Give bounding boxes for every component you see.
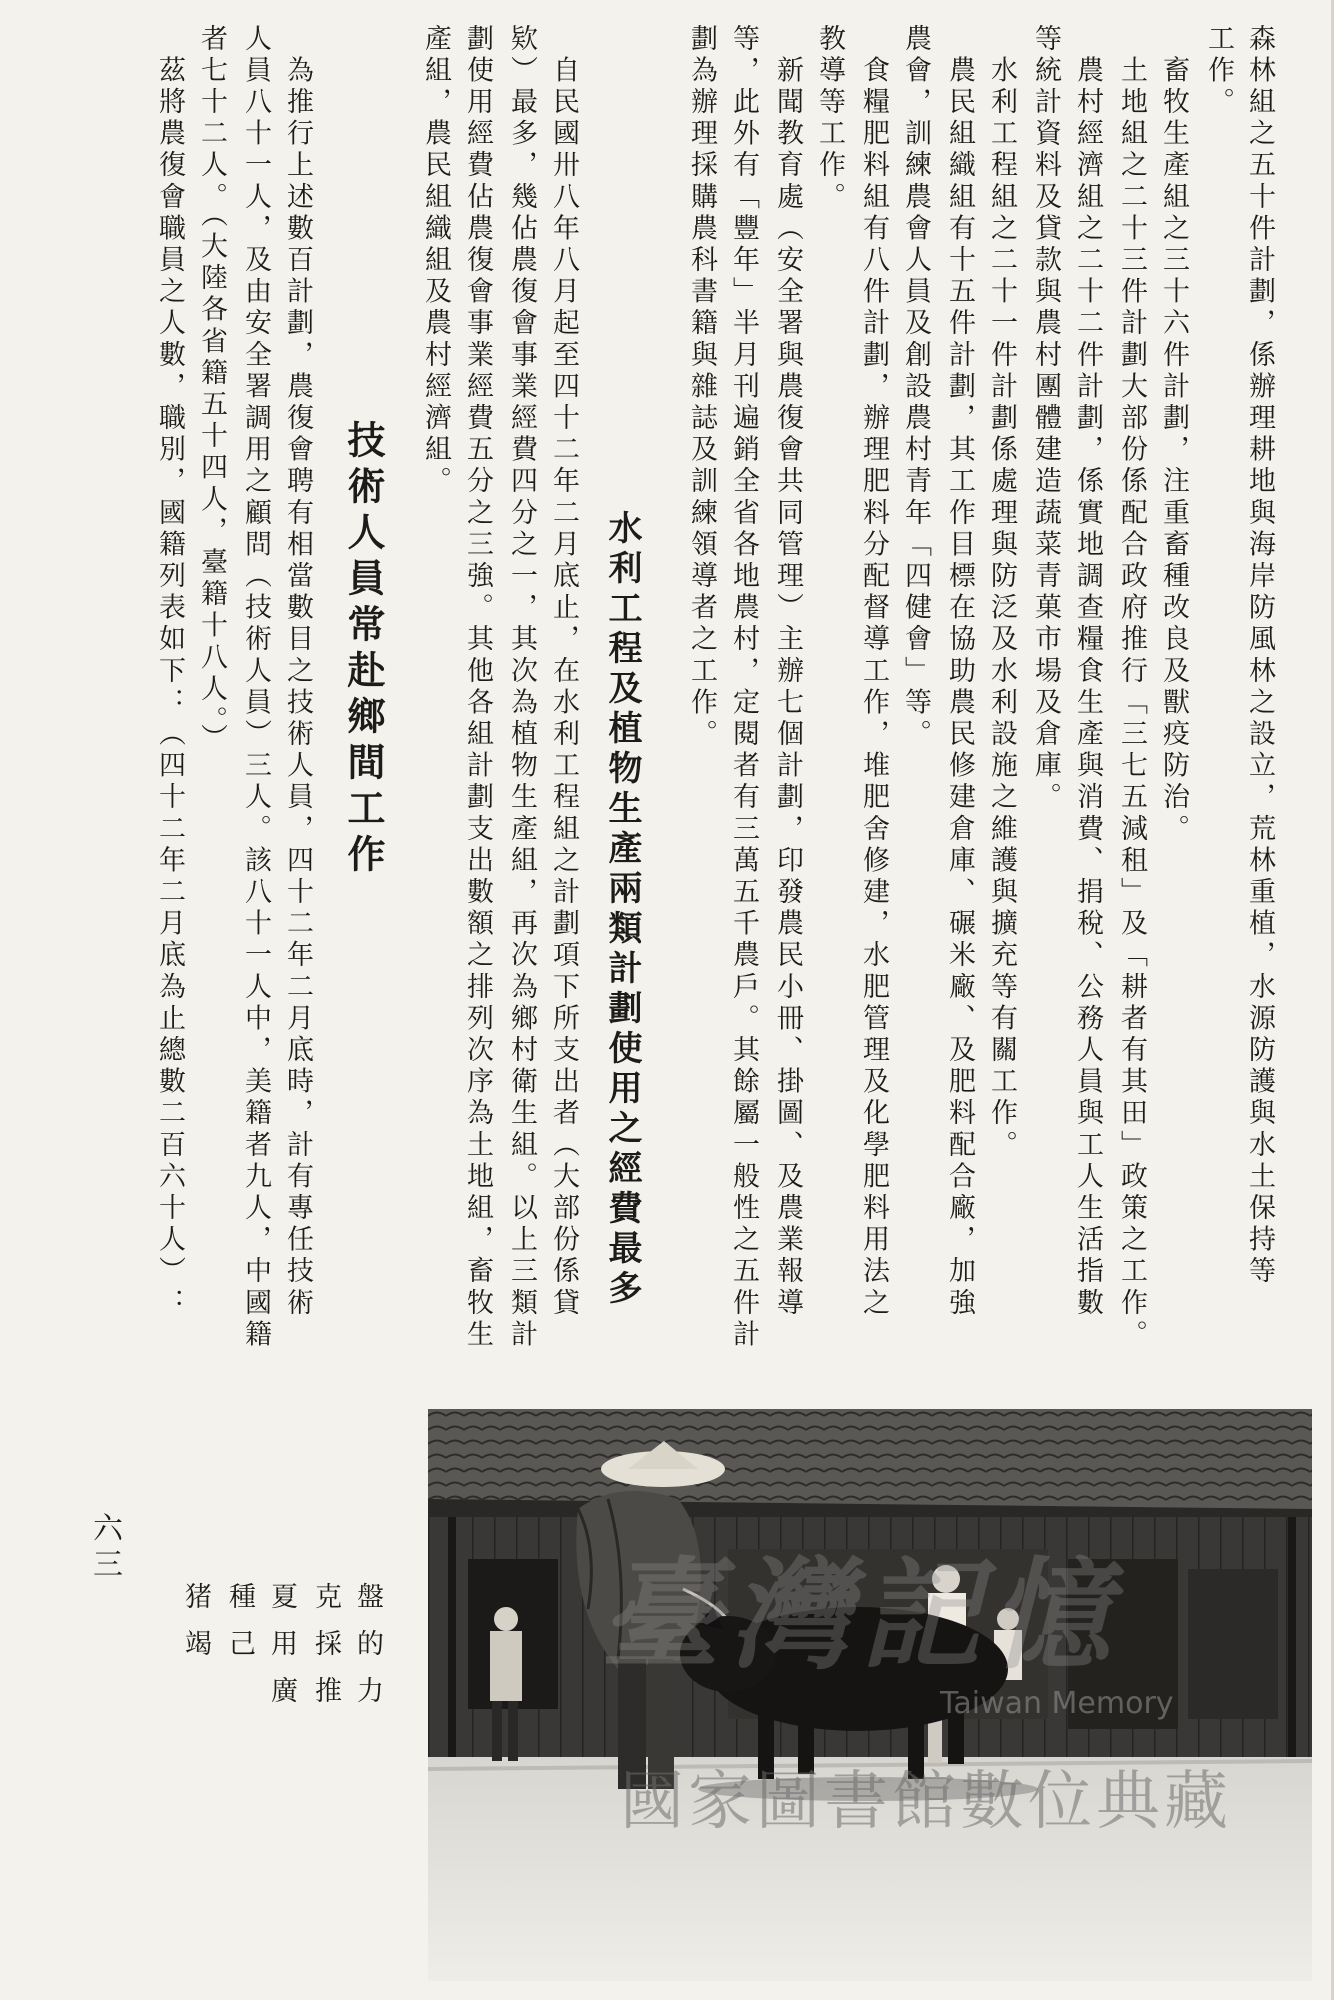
photo-caption: 夏用廣 [266,1582,297,1723]
text-column: 農民組織組有十五件計劃，其工作目標在協助農民修建倉庫、碾米廠、及肥料配合廠，加強 [944,24,975,1320]
photo-caption: 克採推 [310,1582,341,1723]
text-column: 為推行上述數百計劃，農復會聘有相當數目之技術人員，四十二年二月底時，計有專任技術 [282,24,313,1320]
text-column: 等，此外有「豐年」半月刊遍銷全省各地農村，定閱者有三萬五千農戶。其餘屬一般性之五件計 [728,24,759,1352]
section-heading: 水利工程及植物生產兩類計劃使用之經費最多 [602,510,642,1310]
photo-scene [428,1409,1312,1981]
text-column: 茲將農復會職員之人數，職別，國籍列表如下：（四十二年二月底為止總數二百六十人）： [154,24,185,1320]
text-column: 劃使用經費佔農復會事業經費五分之三強。其他各組計劃支出數額之排列次序為土地組，畜牧生 [462,24,493,1352]
photo-caption: 猪竭 [180,1582,211,1676]
text-column: 產組，農民組織組及農村經濟組。 [420,24,451,498]
section-heading: 技術人員常赴鄉間工作 [341,420,386,880]
text-column: 水利工程組之二十一件計劃係處理與防泛及水利設施之維護與擴充等有關工作。 [986,24,1017,1162]
text-column: 工作。 [1203,24,1234,119]
photo-caption: 盤的力 [352,1582,383,1723]
text-column: 森林組之五十件計劃，係辦理耕地與海岸防風林之設立，荒林重植，水源防護與水土保持等 [1244,24,1275,1288]
text-column: 新聞教育處（安全署與農復會共同管理）主辦七個計劃，印發農民小冊、掛圖、及農業報導 [772,24,803,1320]
text-column: 食糧肥料組有八件計劃，辦理肥料分配督導工作，堆肥舍修建，水肥管理及化學肥料用法之 [858,24,889,1320]
text-column: 劃為辦理採購農科書籍與雜誌及訓練領導者之工作。 [686,24,717,751]
text-column: 農村經濟組之二十二件計劃，係實地調查糧食生產與消費、捐稅、公務人員與工人生活指數 [1072,24,1103,1320]
watermark-logo: 臺灣記憶 [600,1547,1120,1686]
text-column: 自民國卅八年八月起至四十二年二月底止，在水利工程組之計劃項下所支出者（大部份係貸 [548,24,579,1320]
text-column: 人員八十一人，及由安全署調用之顧問（技術人員）三人。該八十一人中，美籍者九人，中國籍 [240,24,271,1352]
watermark-english: Taiwan Memory [940,1686,1174,1721]
photograph [428,1409,1312,1981]
page-number: 六三 [87,1512,122,1584]
text-column: 欵）最多，幾佔農復會事業經費四分之一，其次為植物生產組，再次為鄉村衛生組。以上三類計 [506,24,537,1352]
text-column: 教導等工作。 [814,24,845,214]
watermark-chinese: 國家圖書館數位典藏 [620,1765,1232,1839]
text-column: 畜牧生產組之三十六件計劃，注重畜種改良及獸疫防治。 [1158,24,1189,846]
photo-caption: 種己 [224,1582,255,1676]
text-column: 等統計資料及貸款與農村團體建造蔬菜青菓市場及倉庫。 [1030,24,1061,814]
text-column: 者七十二人。（大陸各省籍五十四人，臺籍十八人。） [196,24,227,756]
text-column: 土地組之二十三件計劃大部份係配合政府推行「三七五減租」及「耕者有其田」政策之工作。 [1116,24,1147,1352]
text-column: 農會，訓練農會人員及創設農村青年「四健會」等。 [900,24,931,751]
